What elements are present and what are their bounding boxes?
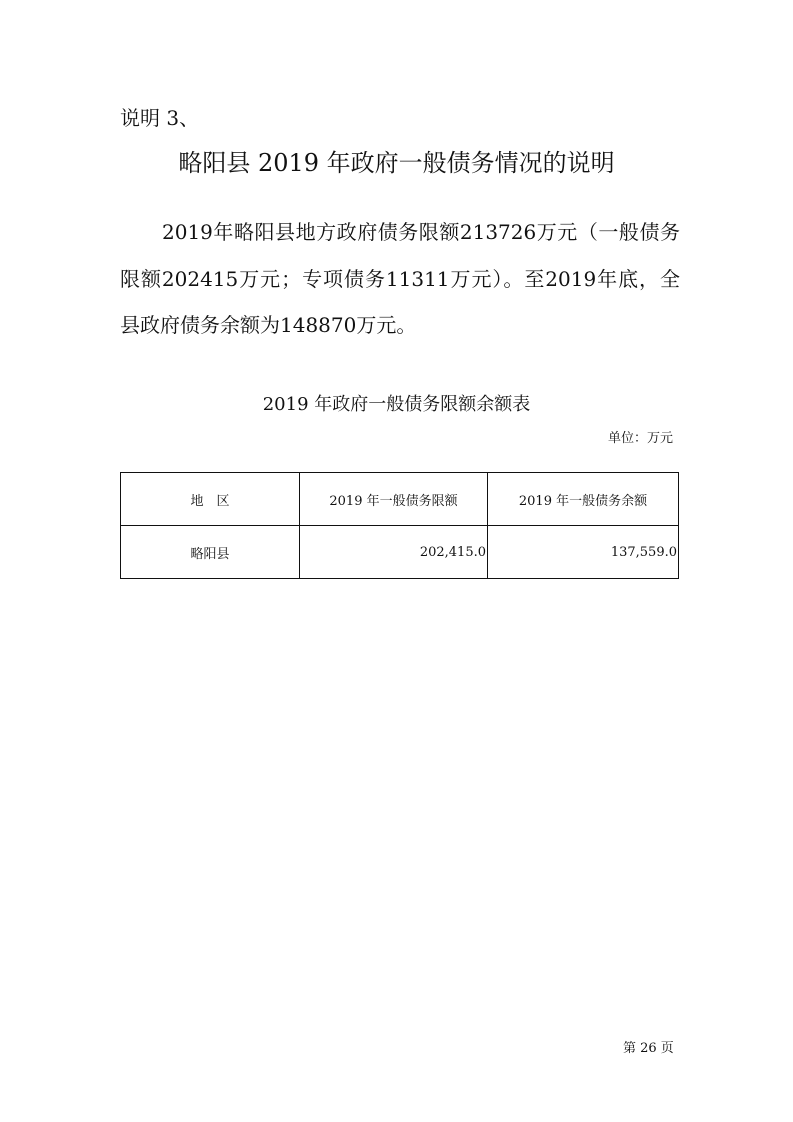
cell-balance: 137,559.0 bbox=[488, 526, 679, 579]
debt-table bbox=[120, 472, 679, 579]
document-title: 略阳县 2019 年政府一般债务情况的说明 bbox=[178, 149, 615, 177]
table-header-row bbox=[121, 473, 679, 526]
header-region bbox=[121, 473, 300, 526]
table-row bbox=[121, 526, 679, 579]
header-balance: 2019 年一般债务余额 bbox=[488, 473, 679, 526]
cell-limit: 202,415.0 bbox=[300, 526, 488, 579]
table-caption: 2019 年政府一般债务限额余额表 bbox=[262, 394, 531, 415]
unit-label: 单位：万元 bbox=[607, 431, 673, 446]
note-label: 说明 3、 bbox=[120, 106, 200, 130]
page-number: 第 26 页 bbox=[623, 1041, 674, 1056]
cell-region: 略阳县 bbox=[121, 526, 300, 579]
header-region-text: 地 区 bbox=[190, 493, 230, 509]
body-paragraph: 2019年略阳县地方政府债务限额213726万元（一般债务限额202415万元；专项债务11311万元）。至2019年底，全县政府债务余额为148870万元。 bbox=[120, 220, 680, 337]
header-limit: 2019 年一般债务限额 bbox=[300, 473, 488, 526]
